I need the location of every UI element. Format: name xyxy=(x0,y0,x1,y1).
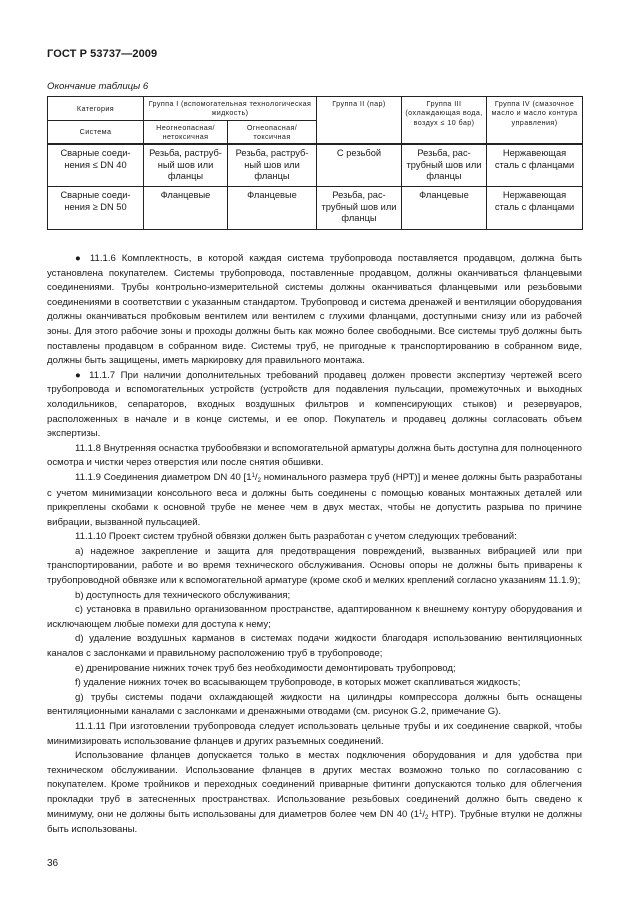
header-group-1: Группа I (вспомогательная технологическая жидкость) xyxy=(144,97,317,121)
body-text xyxy=(47,252,582,838)
cell-system: Сварные соеди- нения ≥ DN 50 xyxy=(48,187,144,229)
header-group-1-nonhazardous: Неогнеопасная/ нетоксичная xyxy=(144,120,228,144)
cell-group-3: Резьба, рас- трубный шов или фланцы xyxy=(402,144,487,187)
list-item-c: c) установка в правильно организованном пространстве, адаптированном к внешнему контуру оборудования и исключающем любые помехи для доступа к нему; xyxy=(47,604,582,630)
paragraph-text: 11.1.9 Соединения диаметром DN 40 [1 xyxy=(75,471,252,483)
cell-group-3: Фланцевые xyxy=(402,187,487,229)
table-header-row xyxy=(48,97,583,121)
fraction-numerator: 1 xyxy=(419,809,423,816)
cell-group-1-nonhazardous: Резьба, раструб- ный шов или фланцы xyxy=(144,144,228,187)
cell-group-2: С резьбой xyxy=(317,144,402,187)
table-row xyxy=(48,144,583,187)
fraction-denominator: 2 xyxy=(425,814,429,821)
header-group-4: Группа IV (смазочное масло и масло контура управления) xyxy=(487,97,583,145)
paragraph-11-1-10: 11.1.10 Проект систем трубной обвязки должен быть разработан с учетом следующих требований: xyxy=(75,531,517,543)
list-item-d: d) удаление воздушных карманов в системах подачи жидкости благодаря использованию вентиляционных каналов с заслонками и правильному расположению труб в трубопроводе; xyxy=(47,633,582,660)
paragraph-11-1-11: 11.1.11 При изготовлении трубопровода следует использовать цельные трубы и их соединение сваркой, чтобы минимизировать использование фланцев и других разъемных соединений. xyxy=(47,721,582,747)
paragraph-flanges: Использование фланцев допускается только в местах подключения оборудования и для удобства при техническом обслуживании. Использование фланцев в других местах возможно только по согласованию с покупателем. Кроме тройников и переходных соединений приварные фитинги допускаются только для облегчения прокладки труб в затесненных пространствах. Использование резьбовых соединений должно быть сведено к минимуму, они не должны быть использованы для диаметров более чем DN 40 ($1^1/_2$ НТР). Трубные втулки не должны быть использованы. xyxy=(47,750,582,836)
paragraph-text: Использование фланцев допускается только в местах подключения оборудования и для удобства при техническом обслуживании. Использование фланцев в других местах возможно только по согласованию с покупателем. Кроме тройников и переходных соединений приварные фитинги допускаются только для облегчения прокладки труб в затесненных пространствах. Использование резьбовых соединений должно быть сведено к минимуму, они не должны быть использованы для диаметров более чем DN 40 (1 xyxy=(47,750,582,820)
list-item-b: b) доступность для технического обслуживания; xyxy=(75,589,291,601)
header-group-3: Группа III (охлаждающая вода, воздух ≤ 10 бар) xyxy=(402,97,487,145)
paragraph-11-1-9: 11.1.9 Соединения диаметром DN 40 [$1^1/_2$ номинального размера труб (НРТ)] и менее должны быть разработаны с учетом минимизации консольного веса и должны быть соединены с помощью кованых монтажных деталей или прикреплены скобами к основной трубе не менее чем в двух местах, чтобы не допустить разрыва по причине вибрации, вызванной пульсацией. xyxy=(47,471,582,528)
cell-group-1-hazardous: Фланцевые xyxy=(228,187,317,229)
cell-group-4: Нержавеющая сталь с фланцами xyxy=(487,144,583,187)
header-group-2: Группа II (пар) xyxy=(317,97,402,145)
header-group-1-hazardous: Огнеопасная/ токсичная xyxy=(228,120,317,144)
paragraph-11-1-7: ● 11.1.7 При наличии дополнительных требований продавец должен провести экспертизу чертежей всего трубопровода и вспомогательных устройств (устройств для подавления пульсации, промежуточных и выходных холодильников, сепараторов, входных воздушных фильтров и компенсирующих стыков) и резервуаров, расположенных в начале и в конце системы, и ее опор. Покупатель и продавец должны согласовать объем экспертизы. xyxy=(47,369,582,440)
cell-group-1-hazardous: Резьба, раструб- ный шов или фланцы xyxy=(228,144,317,187)
cell-system: Сварные соеди- нения ≤ DN 40 xyxy=(48,144,144,187)
fraction-denominator: 2 xyxy=(257,477,261,484)
paragraph-text: НТР). Трубные втулки не должны быть использованы. xyxy=(47,808,582,836)
paragraph-text: номинального размера труб (НРТ)] и менее должны быть разработаны с учетом минимизации консольного веса и должны быть соединены с помощью кованых монтажных деталей или прикреплены скобами к основной трубе не менее чем в двух местах, чтобы не допустить разрыва по причине вибрации, вызванной пульсацией. xyxy=(47,471,582,528)
table-continuation-caption: Окончание таблицы 6 xyxy=(47,81,149,92)
list-item-a: a) надежное закрепление и защита для предотвращения повреждений, вызванных вибрацией или при транспортировании, работе и во время технического обслуживания. Основы опоры не должны быть приварены к трубопроводной обвязке или к вспомогательной арматуре (кроме скоб и мелких креплений согласно указаниям 11.1.9); xyxy=(47,545,582,587)
list-item-g: g) трубы системы подачи охлаждающей жидкости на цилиндры компрессора должны быть оснащены вентиляционными каналами с заслонками и дренажными отводами (см. рисунок G.2, примечание G). xyxy=(47,691,582,718)
header-system: Система xyxy=(48,120,144,144)
header-category: Категория xyxy=(48,97,144,121)
paragraph-11-1-8: 11.1.8 Внутренняя оснастка трубообвязки и вспомогательной арматуры должна быть доступна для полноценного осмотра и чистки через отверстия или после снятия обшивки. xyxy=(47,442,582,469)
paragraph-11-1-6: ● 11.1.6 Комплектность, в которой каждая система трубопровода поставляется продавцом, должна быть установлена покупателем. Системы трубопровода, поставленные продавцом, должны оканчиваться фланцевыми соединениями. Трубы контрольно-измерительной системы должны оканчиваться фланцевыми или резьбовыми соединениями в соответствии с указанным стандартом. Трубопровод и система дренажей и вентиляции оборудования должны оканчиваться пробковым вентилем или вентилем с глухими фланцами, доступными снизу или из рабочей зоны. Для этого рабочие зоны и проходы должны быть как можно более свободными. Все системы труб должны быть поставлены продавцом в собранном виде. Системы труб, не пригодные к транспортированию в собранном виде, должны быть защищены, иметь маркировку для правильного монтажа. xyxy=(47,253,582,367)
table-6 xyxy=(47,96,583,230)
list-item-e: e) дренирование нижних точек труб без необходимости демонтировать трубопровод; xyxy=(75,662,456,674)
list-item-f: f) удаление нижних точек во всасывающем трубопроводе, в которых может скапливаться жидкость; xyxy=(75,677,521,689)
table-row xyxy=(48,187,583,229)
document-code: ГОСТ Р 53737—2009 xyxy=(47,48,158,60)
page-number: 36 xyxy=(47,858,59,869)
cell-group-4: Нержавеющая сталь с фланцами xyxy=(487,187,583,229)
cell-group-1-nonhazardous: Фланцевые xyxy=(144,187,228,229)
cell-group-2: Резьба, рас- трубный шов или фланцы xyxy=(317,187,402,229)
fraction-numerator: 1 xyxy=(251,472,255,479)
